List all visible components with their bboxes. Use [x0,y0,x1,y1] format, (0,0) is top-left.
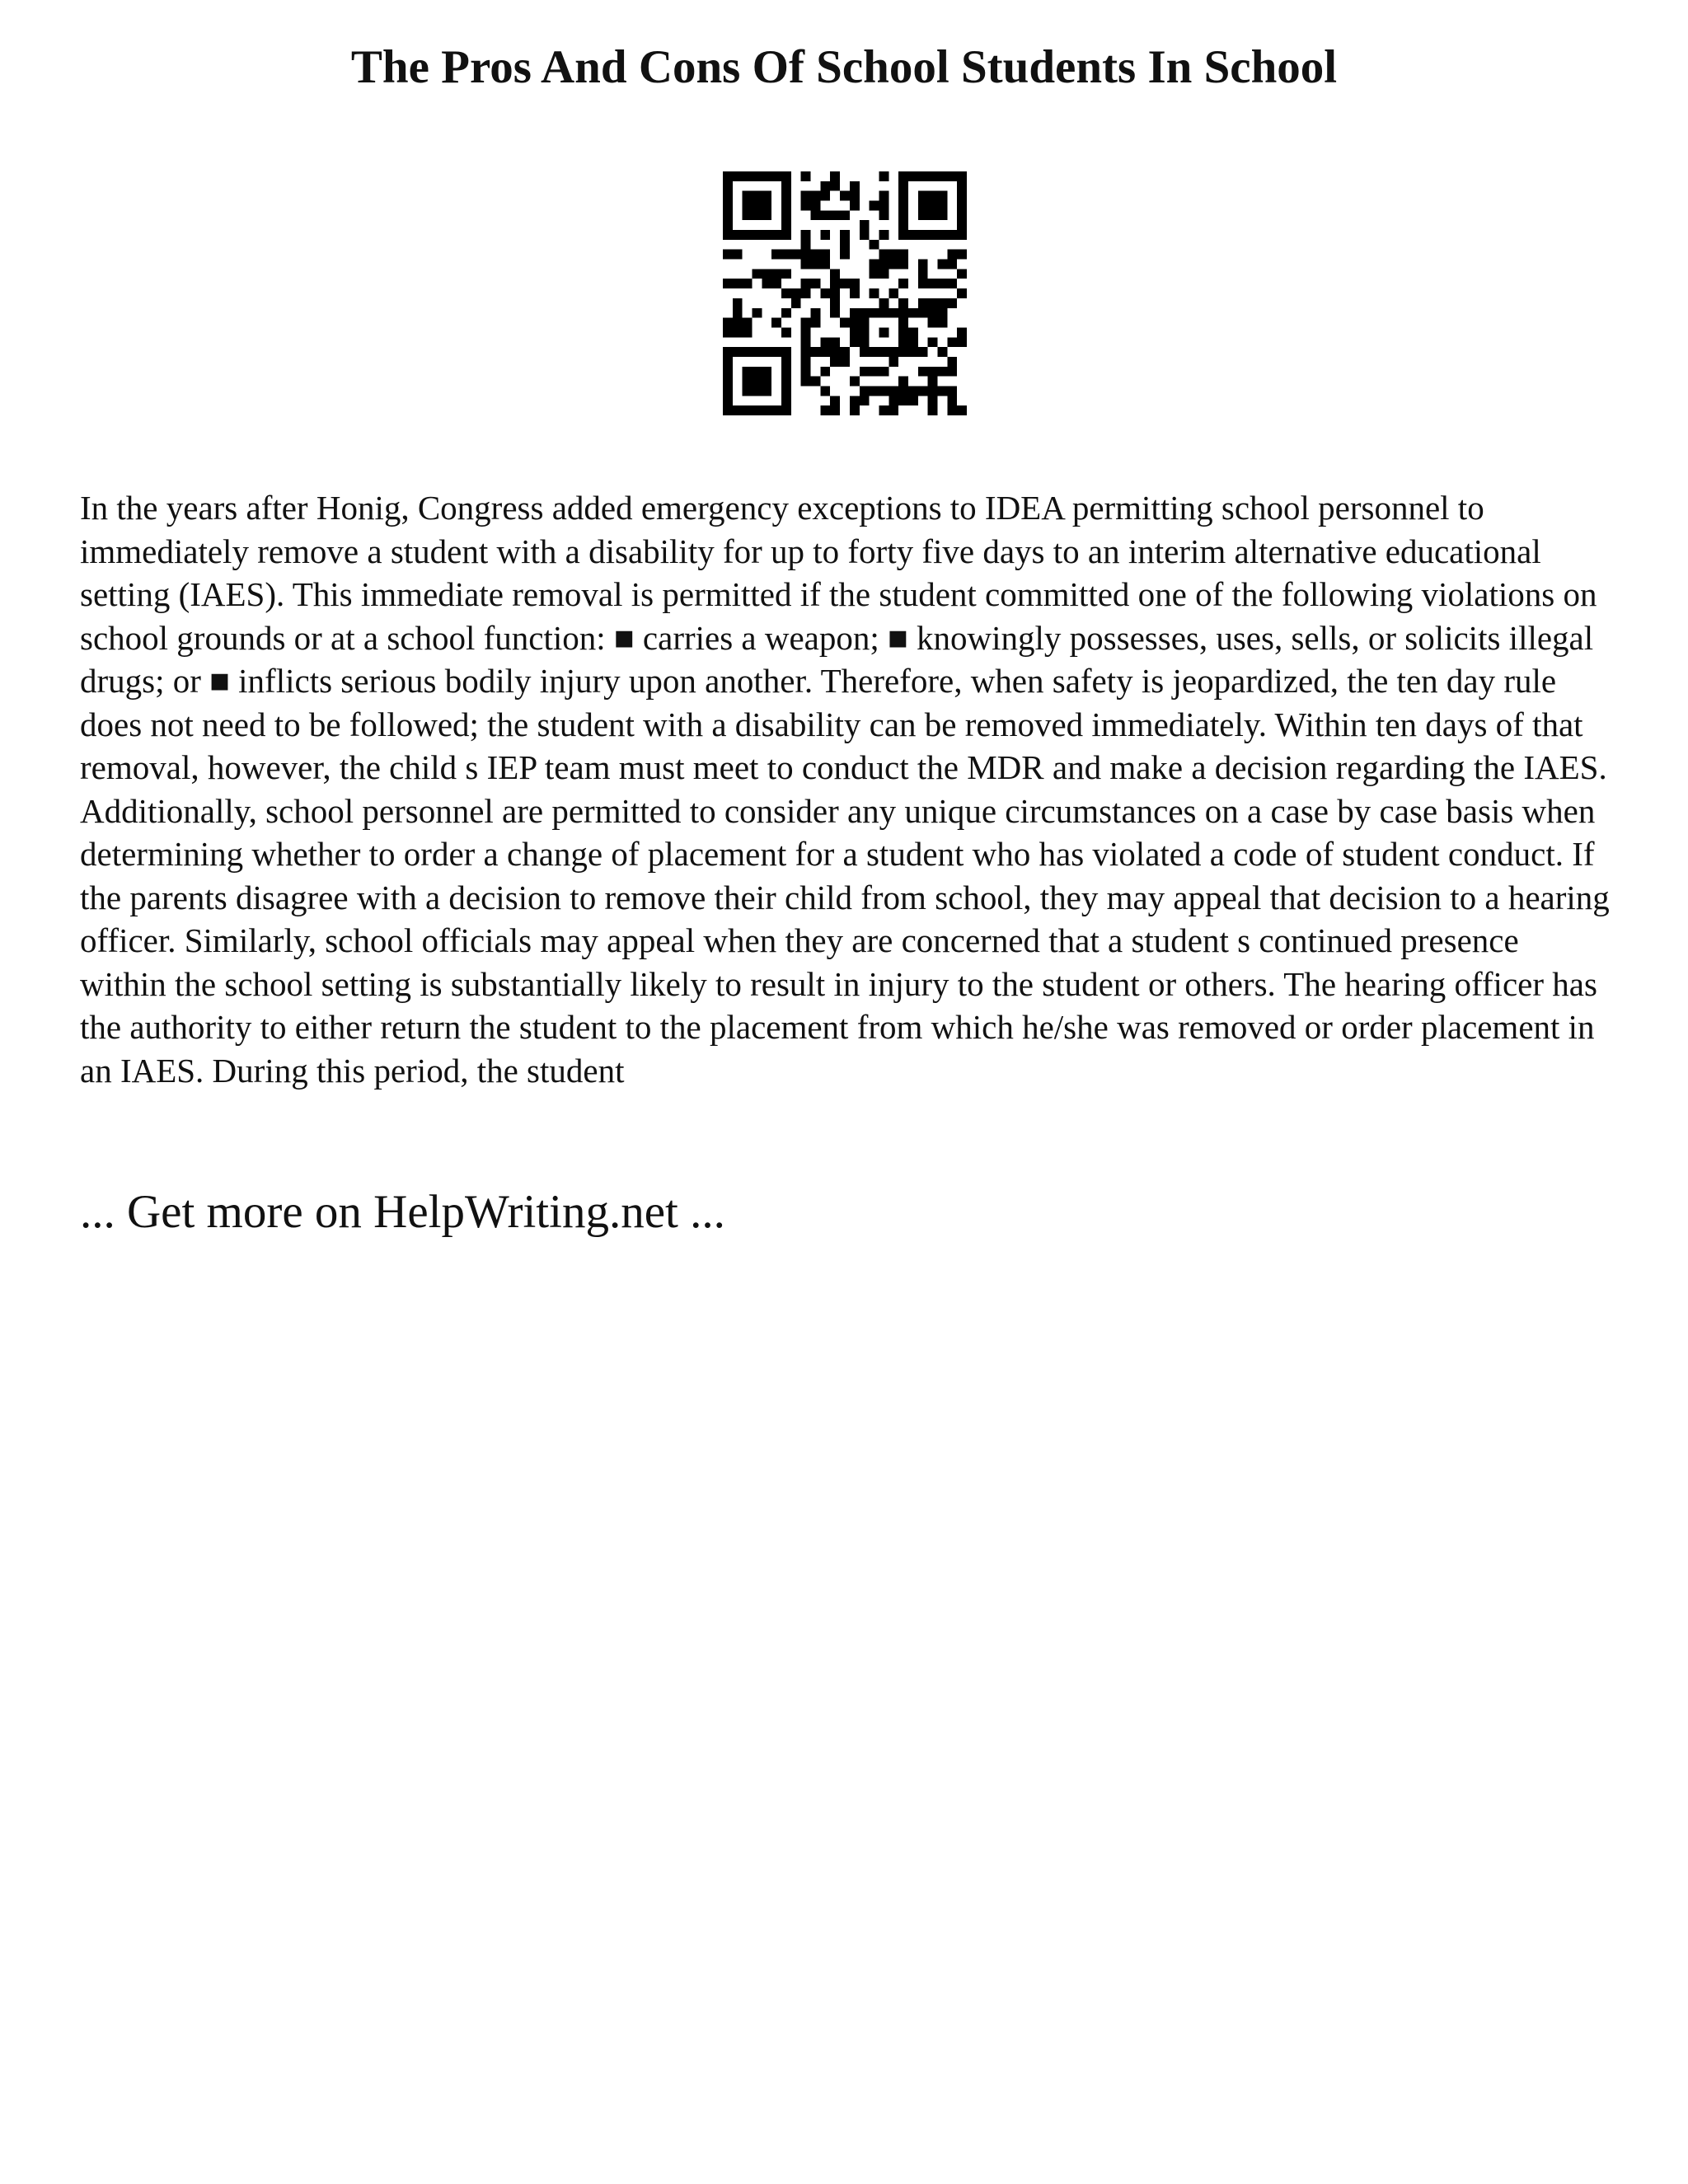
document-body-text: In the years after Honig, Congress added emergency exceptions to IDEA permitting school personnel to immediately remove a student with a disability for up to forty five days to an interim alternative educational setting (IAES). This immediate removal is permitted if the student committed one of the following violations on school grounds or at a school function: ■ carries a weapon; ■ knowingly possesses, uses, sells, or solicits illegal drugs; or ■ inflicts serious bodily injury upon another. Therefore, when safety is jeopardized, the ten day rule does not need to be followed; the student with a disability can be removed immediately. Within ten days of that removal, however, the child s IEP team must meet to conduct the MDR and make a decision regarding the IAES. Additionally, school personnel are permitted to consider any unique circumstances on a case by case basis when determining whether to order a change of placement for a student who has violated a code of student conduct. If the parents disagree with a decision to remove their child from school, they may appeal that decision to a hearing officer. Similarly, school officials may appeal when they are concerned that a student s continued presence within the school setting is substantially likely to result in injury to the student or others. The hearing officer has the authority to either return the student to the placement from which he/she was removed or order placement in an IAES. During this period, the student [80,489,1610,1090]
document-title: The Pros And Cons Of School Students In School [350,41,1338,93]
get-more-link[interactable]: ... Get more on HelpWriting.net ... [80,1186,725,1238]
qr-code-icon [723,171,967,415]
